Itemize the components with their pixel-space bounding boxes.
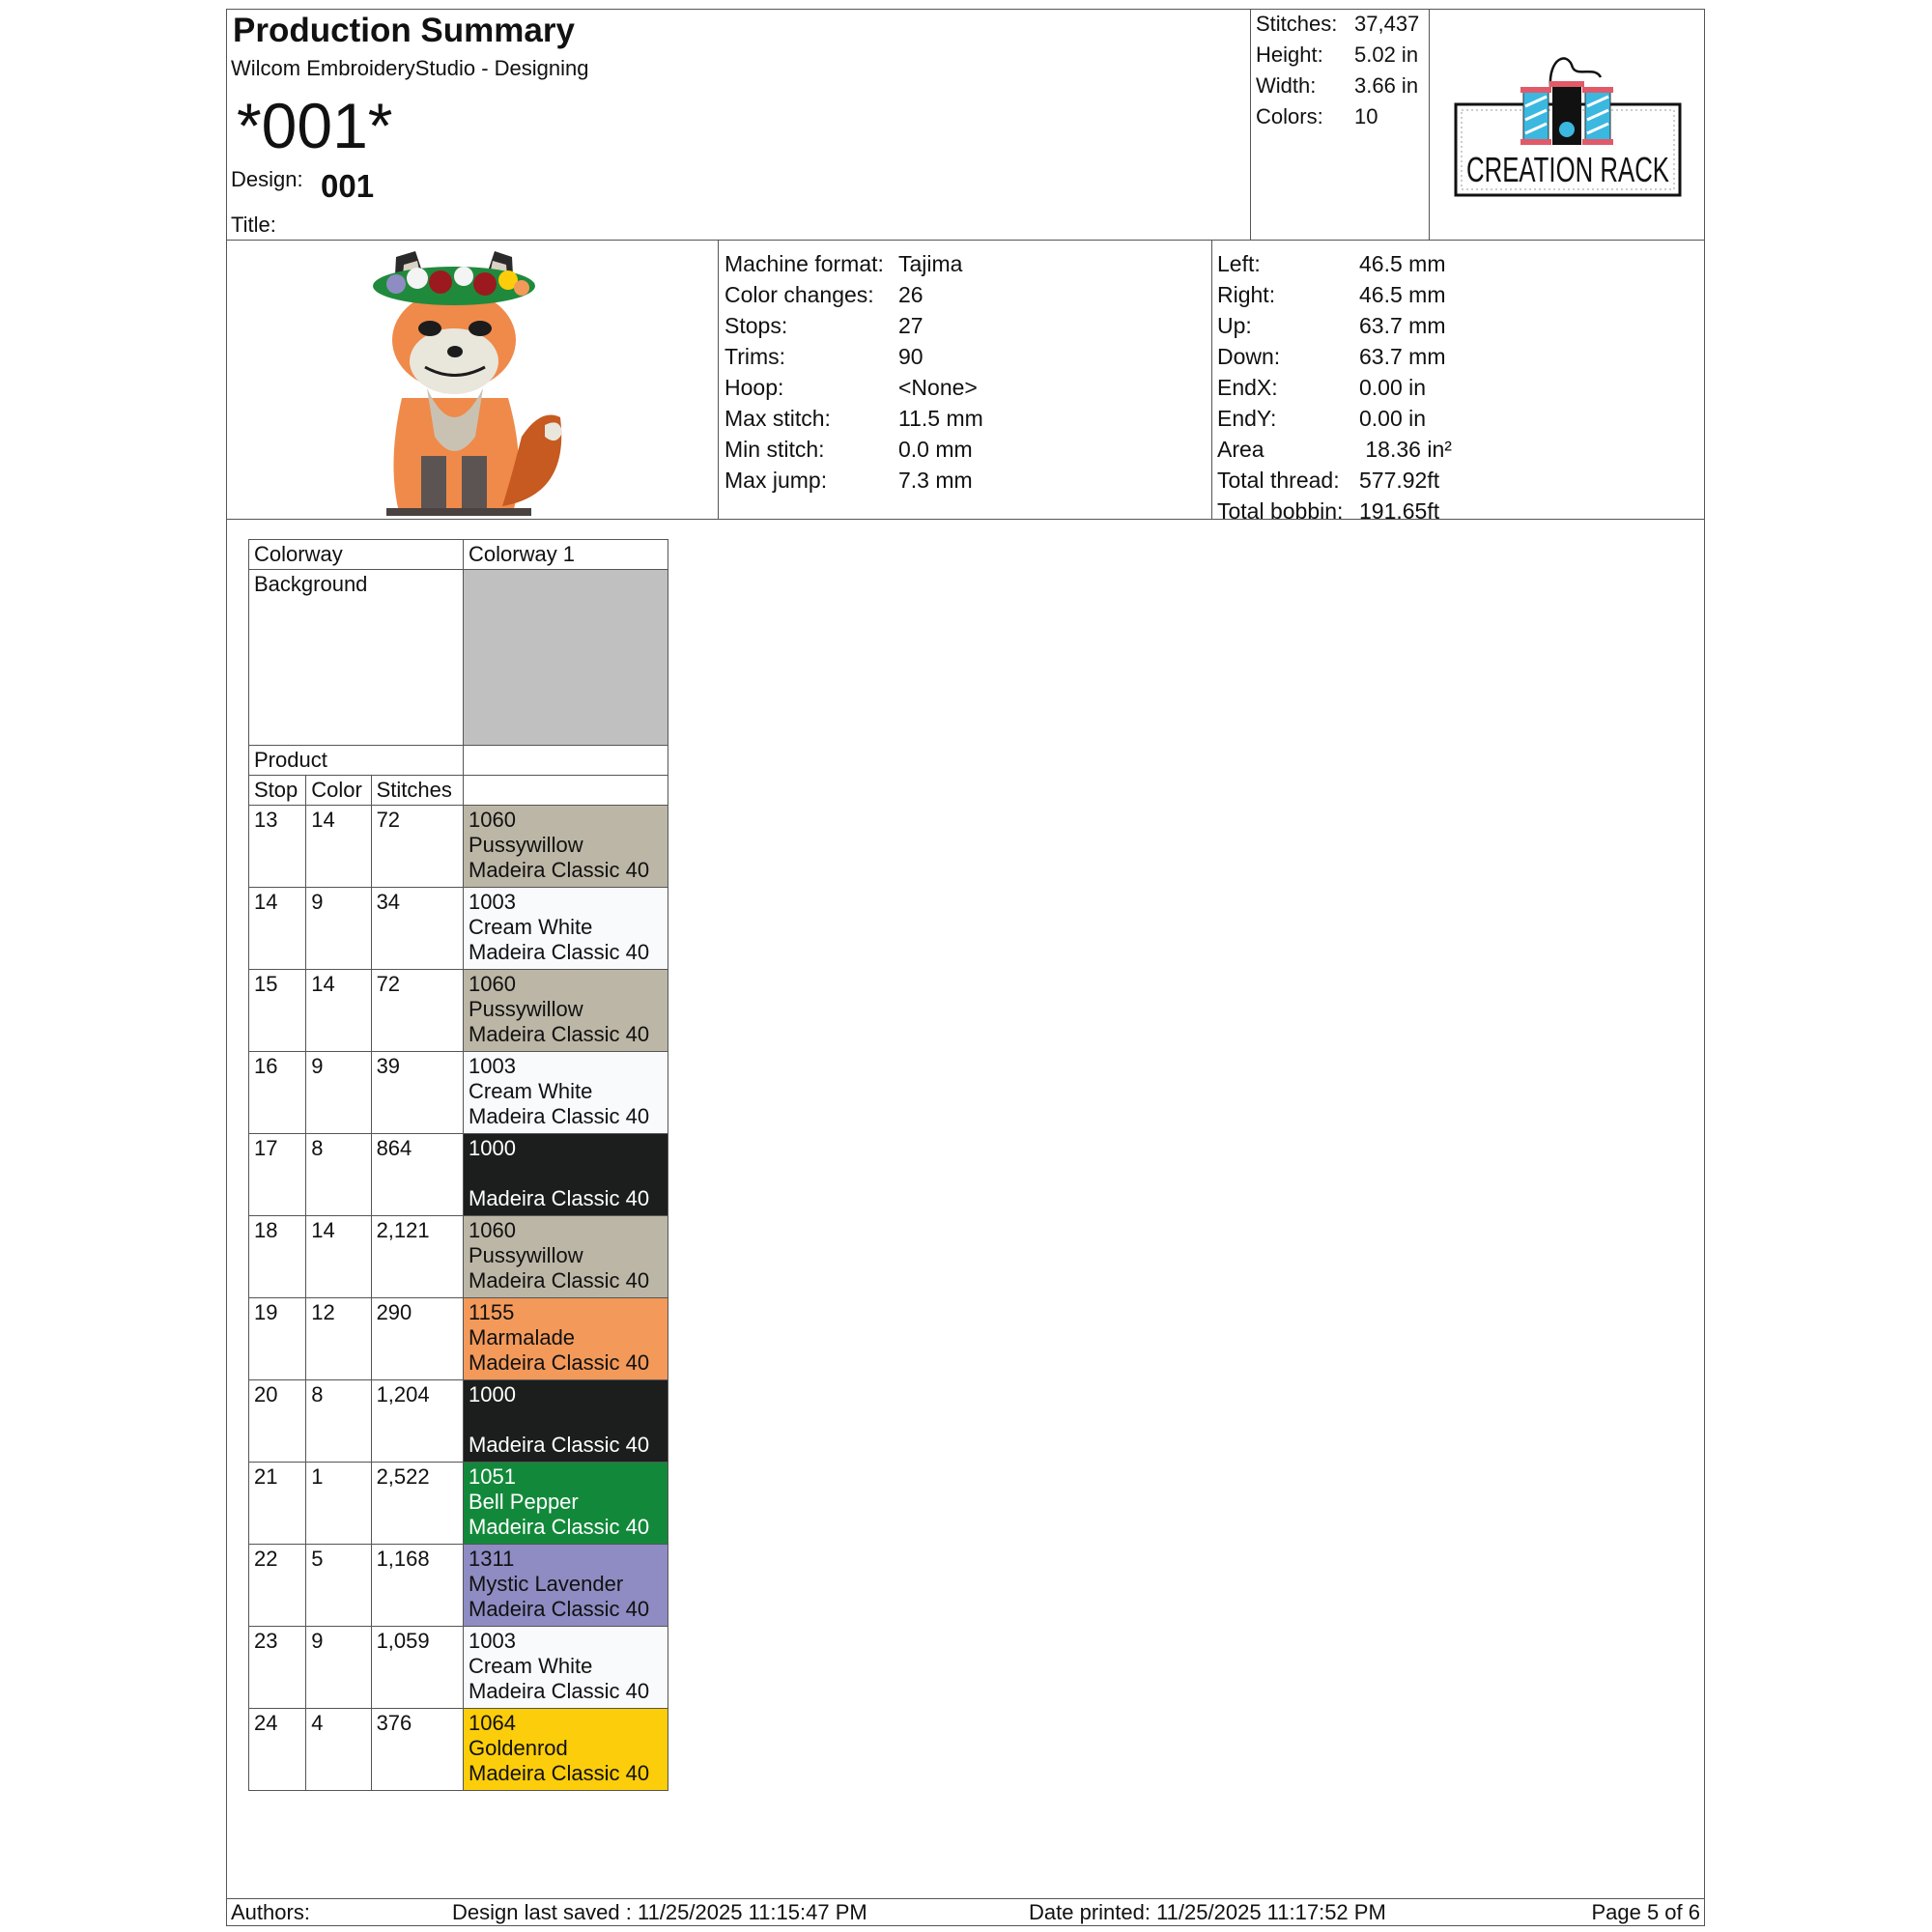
stop-cell: 21: [249, 1463, 306, 1545]
thread-name: Cream White: [469, 1079, 593, 1103]
stitches-cell: 1,059: [371, 1627, 463, 1709]
stitches-cell: 72: [371, 806, 463, 888]
area-label: Area: [1217, 437, 1264, 462]
max-jump-value: 7.3 mm: [898, 468, 973, 493]
info-divider: [227, 519, 1704, 520]
stat-height-value: 5.02 in: [1354, 43, 1419, 67]
thread-name: Cream White: [469, 915, 593, 939]
stop-cell: 14: [249, 888, 306, 970]
stops-value: 27: [898, 313, 923, 338]
thread-code: 1003: [469, 1054, 516, 1078]
thread-row: [249, 1052, 668, 1134]
logo-text: CREATION RACK: [1466, 150, 1669, 189]
color-cell: 9: [306, 888, 371, 970]
total-bobbin-value: 191.65ft: [1359, 498, 1440, 524]
area-value: 18.36 in²: [1359, 437, 1452, 462]
thread-row: [249, 1463, 668, 1545]
thread-row: [249, 806, 668, 888]
thread-row: [249, 888, 668, 970]
production-summary-page: [226, 9, 1705, 1926]
column-header-stop: Stop: [249, 776, 306, 806]
preview-divider: [718, 240, 719, 519]
thread-name: Pussywillow: [469, 1243, 583, 1267]
total-bobbin-label: Total bobbin:: [1217, 498, 1344, 524]
footer-authors: Authors:: [231, 1900, 310, 1924]
stitches-cell: 864: [371, 1134, 463, 1216]
thread-code: 1000: [469, 1136, 516, 1160]
thread-spools-logo-icon: [1452, 48, 1684, 203]
color-cell: 8: [306, 1380, 371, 1463]
thread-brand: Madeira Classic 40: [469, 1515, 650, 1539]
min-stitch-value: 0.0 mm: [898, 437, 973, 462]
stop-cell: 16: [249, 1052, 306, 1134]
stitches-cell: 2,522: [371, 1463, 463, 1545]
thread-row: [249, 1216, 668, 1298]
thread-name: [469, 1407, 663, 1433]
max-stitch-value: 11.5 mm: [898, 406, 983, 431]
page-title: Production Summary: [233, 12, 575, 49]
thread-name: Pussywillow: [469, 997, 583, 1021]
color-cell: 12: [306, 1298, 371, 1380]
thread-code: 1060: [469, 1218, 516, 1242]
thread-name: Marmalade: [469, 1325, 576, 1350]
endx-label: EndX:: [1217, 375, 1278, 400]
stats-divider: [1250, 10, 1251, 240]
creation-rack-logo: [1452, 48, 1684, 203]
column-header-row: [249, 776, 668, 806]
thread-code: 1003: [469, 890, 516, 914]
color-changes-value: 26: [898, 282, 923, 307]
thread-code: 1051: [469, 1464, 516, 1489]
hoop-label: Hoop:: [724, 375, 784, 400]
color-cell: 8: [306, 1134, 371, 1216]
total-thread-label: Total thread:: [1217, 468, 1340, 493]
stop-cell: 18: [249, 1216, 306, 1298]
up-label: Up:: [1217, 313, 1252, 338]
stop-cell: 23: [249, 1627, 306, 1709]
thread-swatch-cell: [464, 1545, 668, 1627]
thread-swatch-cell: [464, 1627, 668, 1709]
thread-row: [249, 1709, 668, 1791]
product-row: [249, 746, 668, 776]
column-header-stitches: Stitches: [371, 776, 463, 806]
stops-label: Stops:: [724, 313, 788, 338]
colorway-label: Colorway: [249, 540, 464, 570]
stitches-cell: 34: [371, 888, 463, 970]
stat-colors-value: 10: [1354, 104, 1378, 128]
header-divider: [227, 240, 1704, 241]
background-row: [249, 570, 668, 746]
thread-brand: Madeira Classic 40: [469, 1104, 650, 1128]
thread-swatch-cell: [464, 888, 668, 970]
stitches-cell: 290: [371, 1298, 463, 1380]
thread-name: Cream White: [469, 1654, 593, 1678]
footer-last-saved: Design last saved : 11/25/2025 11:15:47 PM: [452, 1900, 867, 1924]
thread-row: [249, 1134, 668, 1216]
color-cell: 14: [306, 1216, 371, 1298]
column-header-color: Color: [306, 776, 371, 806]
stitches-cell: 2,121: [371, 1216, 463, 1298]
stitches-cell: 1,168: [371, 1545, 463, 1627]
footer-divider: [227, 1898, 1704, 1899]
stitches-cell: 39: [371, 1052, 463, 1134]
thread-row: [249, 970, 668, 1052]
thread-code: 1311: [469, 1547, 515, 1571]
min-stitch-label: Min stitch:: [724, 437, 825, 462]
thread-brand: Madeira Classic 40: [469, 1433, 650, 1457]
stitches-cell: 376: [371, 1709, 463, 1791]
stitches-cell: 72: [371, 970, 463, 1052]
stop-cell: 13: [249, 806, 306, 888]
thread-brand: Madeira Classic 40: [469, 940, 650, 964]
thread-code: 1060: [469, 972, 516, 996]
stop-cell: 24: [249, 1709, 306, 1791]
thread-code: 1000: [469, 1382, 516, 1406]
colorway-row: [249, 540, 668, 570]
endx-value: 0.00 in: [1359, 375, 1427, 400]
footer-page-number: Page 5 of 6: [1591, 1900, 1700, 1924]
thread-name: Goldenrod: [469, 1736, 568, 1760]
fox-with-flower-crown-image: [367, 243, 580, 519]
machine-format-label: Machine format:: [724, 251, 884, 276]
thread-swatch-cell: [464, 1216, 668, 1298]
color-cell: 14: [306, 970, 371, 1052]
column-header-thread: [464, 776, 668, 806]
stitches-cell: 1,204: [371, 1380, 463, 1463]
total-thread-value: 577.92ft: [1359, 468, 1440, 493]
thread-code: 1003: [469, 1629, 516, 1653]
trims-value: 90: [898, 344, 923, 369]
thread-name: Mystic Lavender: [469, 1572, 624, 1596]
thread-colorway-table: [248, 539, 668, 1791]
design-preview: [367, 243, 580, 519]
color-cell: 9: [306, 1627, 371, 1709]
thread-brand: Madeira Classic 40: [469, 1268, 650, 1293]
thread-name: Bell Pepper: [469, 1490, 579, 1514]
thread-swatch-cell: [464, 1463, 668, 1545]
thread-swatch-cell: [464, 1134, 668, 1216]
stat-stitches-label: Stitches:: [1256, 12, 1338, 36]
left-value: 46.5 mm: [1359, 251, 1446, 276]
color-cell: 9: [306, 1052, 371, 1134]
subtitle: Wilcom EmbroideryStudio - Designing: [231, 56, 589, 80]
product-label: Product: [249, 746, 464, 776]
background-label: Background: [249, 570, 464, 746]
endy-value: 0.00 in: [1359, 406, 1427, 431]
colorway-value: Colorway 1: [464, 540, 668, 570]
thread-swatch-cell: [464, 970, 668, 1052]
thread-row: [249, 1298, 668, 1380]
thread-swatch-cell: [464, 1298, 668, 1380]
left-label: Left:: [1217, 251, 1261, 276]
color-cell: 4: [306, 1709, 371, 1791]
stat-stitches-value: 37,437: [1354, 12, 1420, 36]
thread-row: [249, 1545, 668, 1627]
design-code-large: *001*: [237, 90, 393, 161]
thread-brand: Madeira Classic 40: [469, 1679, 650, 1703]
stat-width-label: Width:: [1256, 73, 1317, 98]
stop-cell: 19: [249, 1298, 306, 1380]
thread-swatch-cell: [464, 1380, 668, 1463]
thread-brand: Madeira Classic 40: [469, 1350, 650, 1375]
color-cell: 1: [306, 1463, 371, 1545]
footer-date-printed: Date printed: 11/25/2025 11:17:52 PM: [1029, 1900, 1386, 1924]
up-value: 63.7 mm: [1359, 313, 1446, 338]
title-label: Title:: [231, 213, 276, 237]
thread-brand: Madeira Classic 40: [469, 1597, 650, 1621]
thread-brand: Madeira Classic 40: [469, 858, 650, 882]
thread-brand: Madeira Classic 40: [469, 1761, 650, 1785]
thread-brand: Madeira Classic 40: [469, 1186, 650, 1210]
stat-colors-label: Colors:: [1256, 104, 1323, 128]
right-label: Right:: [1217, 282, 1276, 307]
thread-name: Pussywillow: [469, 833, 583, 857]
thread-swatch-cell: [464, 806, 668, 888]
thread-code: 1155: [469, 1300, 515, 1324]
max-jump-label: Max jump:: [724, 468, 828, 493]
extents-divider: [1211, 240, 1212, 519]
trims-label: Trims:: [724, 344, 786, 369]
background-swatch: [464, 570, 668, 746]
product-value: [464, 746, 668, 776]
thread-code: 1060: [469, 808, 516, 832]
stop-cell: 22: [249, 1545, 306, 1627]
color-cell: 5: [306, 1545, 371, 1627]
stat-height-label: Height:: [1256, 43, 1323, 67]
thread-name: [469, 1161, 663, 1186]
thread-brand: Madeira Classic 40: [469, 1022, 650, 1046]
stop-cell: 20: [249, 1380, 306, 1463]
thread-swatch-cell: [464, 1709, 668, 1791]
stop-cell: 15: [249, 970, 306, 1052]
machine-format-value: Tajima: [898, 251, 963, 276]
thread-row: [249, 1380, 668, 1463]
stop-cell: 17: [249, 1134, 306, 1216]
max-stitch-label: Max stitch:: [724, 406, 831, 431]
thread-row: [249, 1627, 668, 1709]
color-cell: 14: [306, 806, 371, 888]
down-value: 63.7 mm: [1359, 344, 1446, 369]
endy-label: EndY:: [1217, 406, 1277, 431]
stat-width-value: 3.66 in: [1354, 73, 1419, 98]
thread-swatch-cell: [464, 1052, 668, 1134]
thread-code: 1064: [469, 1711, 516, 1735]
right-value: 46.5 mm: [1359, 282, 1446, 307]
logo-divider: [1429, 10, 1430, 240]
color-changes-label: Color changes:: [724, 282, 874, 307]
design-label: Design:: [231, 167, 303, 191]
down-label: Down:: [1217, 344, 1281, 369]
hoop-value: <None>: [898, 375, 978, 400]
design-value: 001: [321, 168, 375, 204]
